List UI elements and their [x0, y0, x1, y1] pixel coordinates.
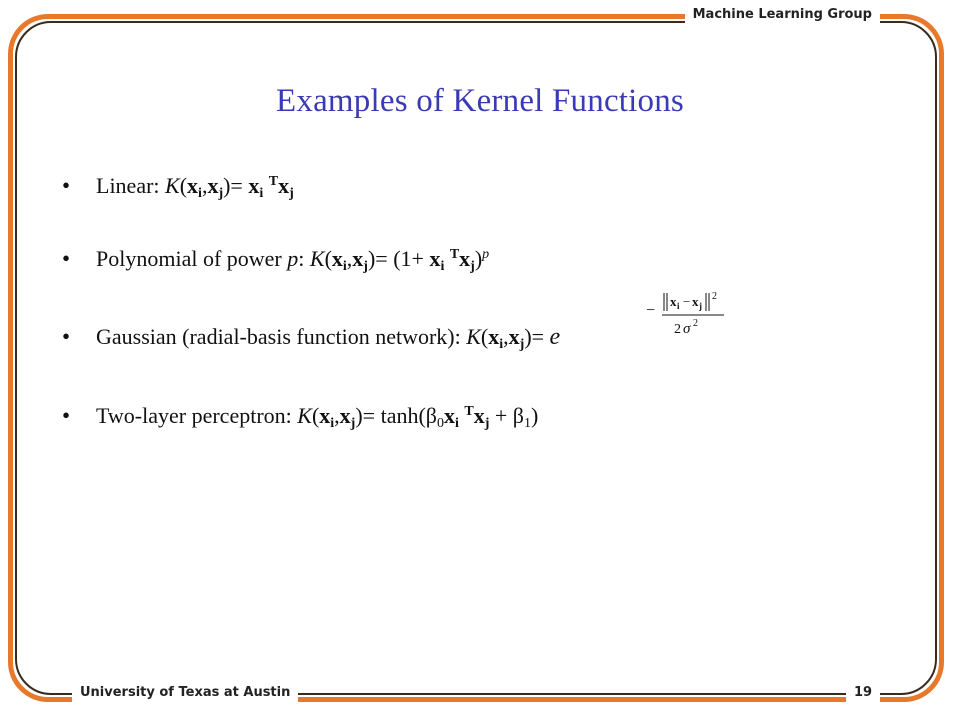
slide-title: Examples of Kernel Functions — [276, 83, 684, 119]
kernel-label: Gaussian (radial-basis function network): — [96, 324, 467, 349]
header-group-label: Machine Learning Group — [685, 6, 880, 24]
bullet-icon: • — [62, 173, 71, 198]
page-number: 19 — [846, 684, 880, 702]
svg-text:2: 2 — [674, 322, 681, 337]
svg-text:2: 2 — [693, 318, 698, 329]
kernel-item-polynomial — [96, 245, 489, 273]
svg-text:j: j — [699, 301, 702, 311]
svg-text:−: − — [646, 302, 656, 319]
kernel-item-perceptron — [96, 402, 538, 430]
footer-university-label: University of Texas at Austin — [72, 684, 298, 702]
svg-text:−: − — [683, 294, 691, 309]
svg-text:2: 2 — [712, 291, 717, 302]
kernel-label: Linear: — [96, 173, 166, 198]
svg-text:σ: σ — [683, 321, 691, 337]
kernel-formula: $K(x_i,x_j)= x_i$ $^Tx_j$ — [165, 173, 294, 201]
svg-text:i: i — [677, 301, 680, 311]
kernel-formula: $K(x_i,x_j)= \tanh(\beta_0x_i$ $^Tx_j + \beta_1$) — [297, 403, 539, 431]
kernel-label: Polynomial of power p: — [96, 246, 310, 271]
kernel-item-linear — [96, 172, 294, 200]
bullet-icon: • — [62, 246, 71, 271]
svg-text:x: x — [692, 294, 699, 309]
gaussian-exponent-formula — [644, 281, 754, 349]
kernel-formula: $K(x_i,x_j)= e$ — [466, 324, 561, 352]
svg-text:x: x — [670, 294, 677, 309]
kernel-formula: $K(x_i,x_j)= (1+ x_i$ $^Tx_j)^p$ — [309, 246, 490, 274]
bullet-icon: • — [62, 324, 71, 349]
bullet-icon: • — [62, 403, 71, 428]
kernel-item-gaussian — [96, 323, 560, 351]
kernel-label: Two-layer perceptron: — [96, 403, 298, 428]
